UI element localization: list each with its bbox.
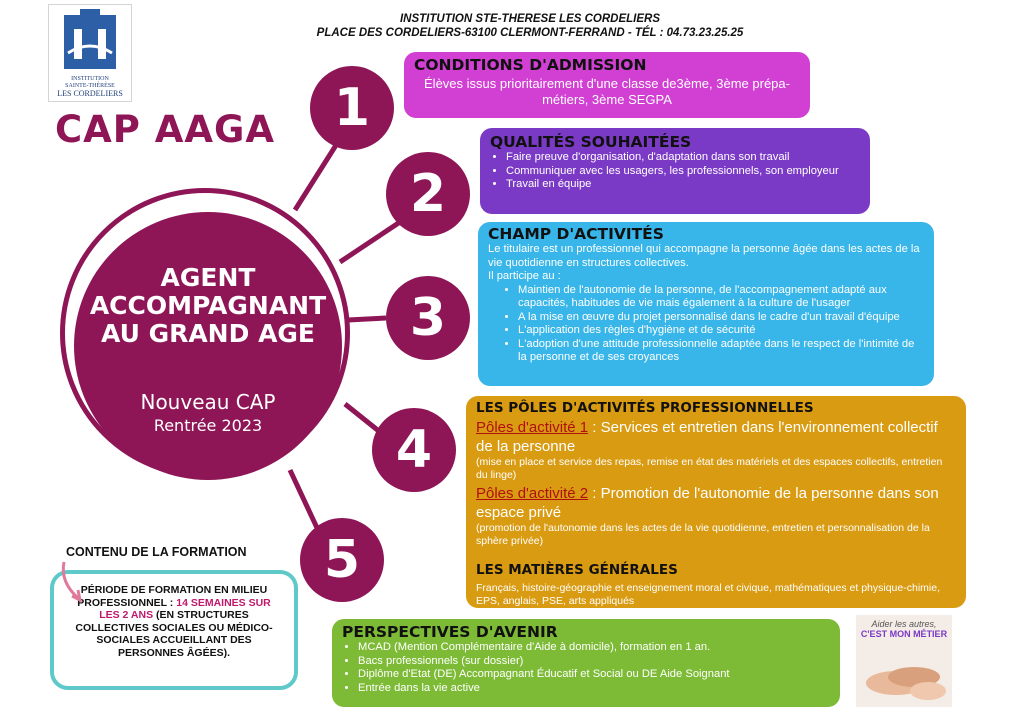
pole-1-label: Pôles d'activité 1 xyxy=(476,419,589,436)
period-text-1: PÉRIODE DE FORMATION EN MILIEU PROFESSIONNEL : xyxy=(77,584,268,609)
perspectives-box xyxy=(332,619,840,707)
illustration-line-1: Aider les autres, xyxy=(871,619,937,629)
center-title-line-1: AGENT xyxy=(160,263,256,292)
header-line-2: PLACE DES CORDELIERS-63100 CLERMONT-FERRAND - TÉL : 04.73.23.25.25 xyxy=(316,27,744,39)
logo-line-2: SAINTE-THÉRÈSE xyxy=(65,83,115,89)
pole-2-text: : Promotion de l'autonomie de la personne dans son espace privé xyxy=(476,485,939,521)
champ-intro: Le titulaire est un professionnel qui accompagne la personne âgée dans les actes de la vie quotidienne en structures collectives. xyxy=(488,243,920,269)
perspectives-list xyxy=(342,641,830,695)
list-item: • A la mise en œuvre du projet personnalisé dans le cadre d'un travail d'équipe xyxy=(518,311,924,325)
list-item: • L'adoption d'une attitude professionnelle adaptée dans le respect de l'intimité de la personne et de ses croyances xyxy=(518,338,924,365)
pole-1-detail: (mise en place et service des repas, remise en état des matériels et des espaces collectifs, entretien du linge) xyxy=(476,456,943,481)
qualites-box xyxy=(480,128,870,214)
number-3-badge: 3 xyxy=(386,276,470,360)
pole-2-label: Pôles d'activité 2 xyxy=(476,485,589,502)
center-title-line-3: AU GRAND AGE xyxy=(100,319,316,348)
center-title-line-2: ACCOMPAGNANT xyxy=(89,291,327,320)
number-1-badge: 1 xyxy=(310,66,394,150)
logo-line-1: INSTITUTION xyxy=(71,76,109,82)
illustration-line-2: C'EST MON MÉTIER xyxy=(860,629,948,639)
list-item: • Entrée dans la vie active xyxy=(358,682,830,696)
pole-1 xyxy=(476,418,956,456)
center-title xyxy=(74,264,342,348)
illustration-text xyxy=(860,619,948,639)
qualites-list xyxy=(490,151,860,192)
center-rentree: Rentrée 2023 xyxy=(153,416,263,435)
list-item: • Maintien de l'autonomie de la personne, de l'accompagnement adapté aux capacités, habitudes de vie mais également à la culture de l'usager xyxy=(518,284,924,311)
list-item: • Communiquer avec les usagers, les professionnels, son employeur xyxy=(506,165,860,179)
contenu-title: CONTENU DE LA FORMATION xyxy=(66,545,247,559)
logo-line-3: LES CORDELIERS xyxy=(57,89,123,98)
period-text-2: (EN STRUCTURES COLLECTIVES SOCIALES OU MÉDICO-SOCIALES ACCUEILLANT DES PERSONNES ÂGÉES). xyxy=(75,609,273,659)
list-item: • Bacs professionnels (sur dossier) xyxy=(358,655,830,669)
admission-title: CONDITIONS D'ADMISSION xyxy=(414,56,647,74)
center-subtitle: Nouveau CAP xyxy=(140,390,276,414)
number-4-badge: 4 xyxy=(372,408,456,492)
poles-box xyxy=(466,396,966,608)
hands-icon xyxy=(856,647,952,707)
header-line-1: INSTITUTION STE-THERESE LES CORDELIERS xyxy=(399,13,661,25)
arrow-icon xyxy=(58,560,88,606)
perspectives-title: PERSPECTIVES D'AVENIR xyxy=(342,623,558,641)
champ-box xyxy=(478,222,934,386)
qualites-title: QUALITÉS SOUHAITÉES xyxy=(490,133,692,151)
admission-box xyxy=(404,52,810,118)
list-item: • Diplôme d'Etat (DE) Accompagnant Éducatif et Social ou DE Aide Soignant xyxy=(358,668,830,682)
admission-text: Élèves issus prioritairement d'une classe de3ème, 3ème prépa-métiers, 3ème SEGPA xyxy=(424,76,790,107)
pole-2-detail: (promotion de l'autonomie dans les actes de la vie quotidienne, entretien et personnalisation de la sphère privée) xyxy=(476,522,930,547)
champ-intro-2: Il participe au : xyxy=(488,270,561,282)
number-5-badge: 5 xyxy=(300,518,384,602)
poles-title: LES PÔLES D'ACTIVITÉS PROFESSIONNELLES xyxy=(476,400,814,416)
list-item: • Travail en équipe xyxy=(506,178,860,192)
champ-title: CHAMP D'ACTIVITÉS xyxy=(488,225,664,243)
logo-text xyxy=(49,76,131,97)
center-disc xyxy=(74,212,342,480)
logo-building-icon xyxy=(50,9,130,71)
helping-hands-illustration xyxy=(856,615,952,707)
matieres-text: Français, histoire-géographie et enseignement moral et civique, mathématiques et physique-chimie, EPS, anglais, PSE, arts appliqués xyxy=(476,582,940,607)
institution-header xyxy=(230,12,830,40)
page-title: CAP AAGA xyxy=(55,108,276,151)
list-item: • MCAD (Mention Complémentaire d'Aide à domicile), formation en 1 an. xyxy=(358,641,830,655)
institution-logo xyxy=(48,4,132,102)
list-item: • Faire preuve d'organisation, d'adaptation dans son travail xyxy=(506,151,860,165)
champ-list xyxy=(488,284,924,365)
pole-1-text: : Services et entretien dans l'environnement collectif de la personne xyxy=(476,419,938,455)
matieres-title: LES MATIÈRES GÉNÉRALES xyxy=(476,562,678,578)
number-2-badge: 2 xyxy=(386,152,470,236)
pole-2 xyxy=(476,484,956,522)
period-highlight: 14 SEMAINES SUR LES 2 ANS xyxy=(99,596,271,621)
list-item: • L'application des règles d'hygiène et de sécurité xyxy=(518,324,924,338)
